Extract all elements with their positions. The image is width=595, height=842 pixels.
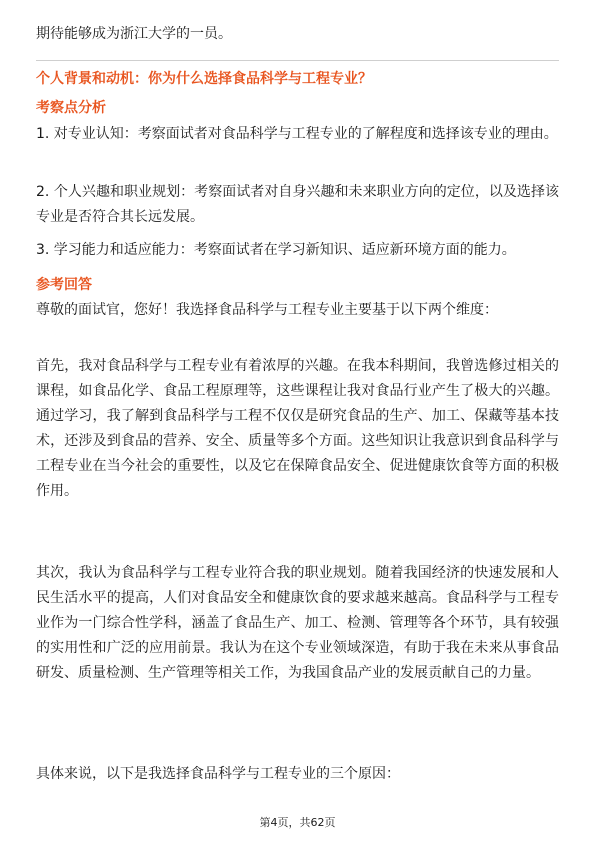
page-number-footer: 第4页，共62页 [259,816,336,829]
analysis-point-2: 2. 个人兴趣和职业规划：考察面试者对自身兴趣和未来职业方向的定位，以及选择该专业是否符合其长远发展。 [36,184,559,225]
analysis-point-3: 3. 学习能力和适应能力：考察面试者在学习新知识、适应新环境方面的能力。 [36,242,516,258]
question-heading: 个人背景和动机：你为什么选择食品科学与工程专业？ [36,71,372,87]
intro-tail-text: 期待能够成为浙江大学的一员。 [36,26,232,42]
answer-paragraph-2: 首先，我对食品科学与工程专业有着浓厚的兴趣。在我本科期间，我曾选修过相关的课程，如食品化学、食品工程原理等，这些课程让我对食品行业产生了极大的兴趣。通过学习，我了解到食品科学与工程不仅仅是研究食品的生产、加工、保藏等基本技术，还涉及到食品的营养、安全、质量等多个方面。这些知识让我意识到食品科学与工程专业在当今社会的重要性，以及它在保障食品安全、促进健康饮食等方面的积极作用。 [36,358,559,499]
analysis-point-1: 1. 对专业认知：考察面试者对食品科学与工程专业的了解程度和选择该专业的理由。 [36,126,558,142]
analysis-heading: 考察点分析 [36,100,106,116]
section-divider [36,60,559,61]
answer-heading: 参考回答 [36,277,92,293]
answer-paragraph-4: 具体来说，以下是我选择食品科学与工程专业的三个原因： [36,766,400,782]
answer-paragraph-1: 尊敬的面试官，您好！我选择食品科学与工程专业主要基于以下两个维度： [36,302,498,318]
answer-paragraph-3: 其次，我认为食品科学与工程专业符合我的职业规划。随着我国经济的快速发展和人民生活水平的提高，人们对食品安全和健康饮食的要求越来越高。食品科学与工程专业作为一门综合性学科，涵盖了食品生产、加工、检测、管理等各个环节，具有较强的实用性和广泛的应用前景。我认为在这个专业领域深造，有助于我在未来从事食品研发、质量检测、生产管理等相关工作，为我国食品产业的发展贡献自己的力量。 [36,565,559,681]
